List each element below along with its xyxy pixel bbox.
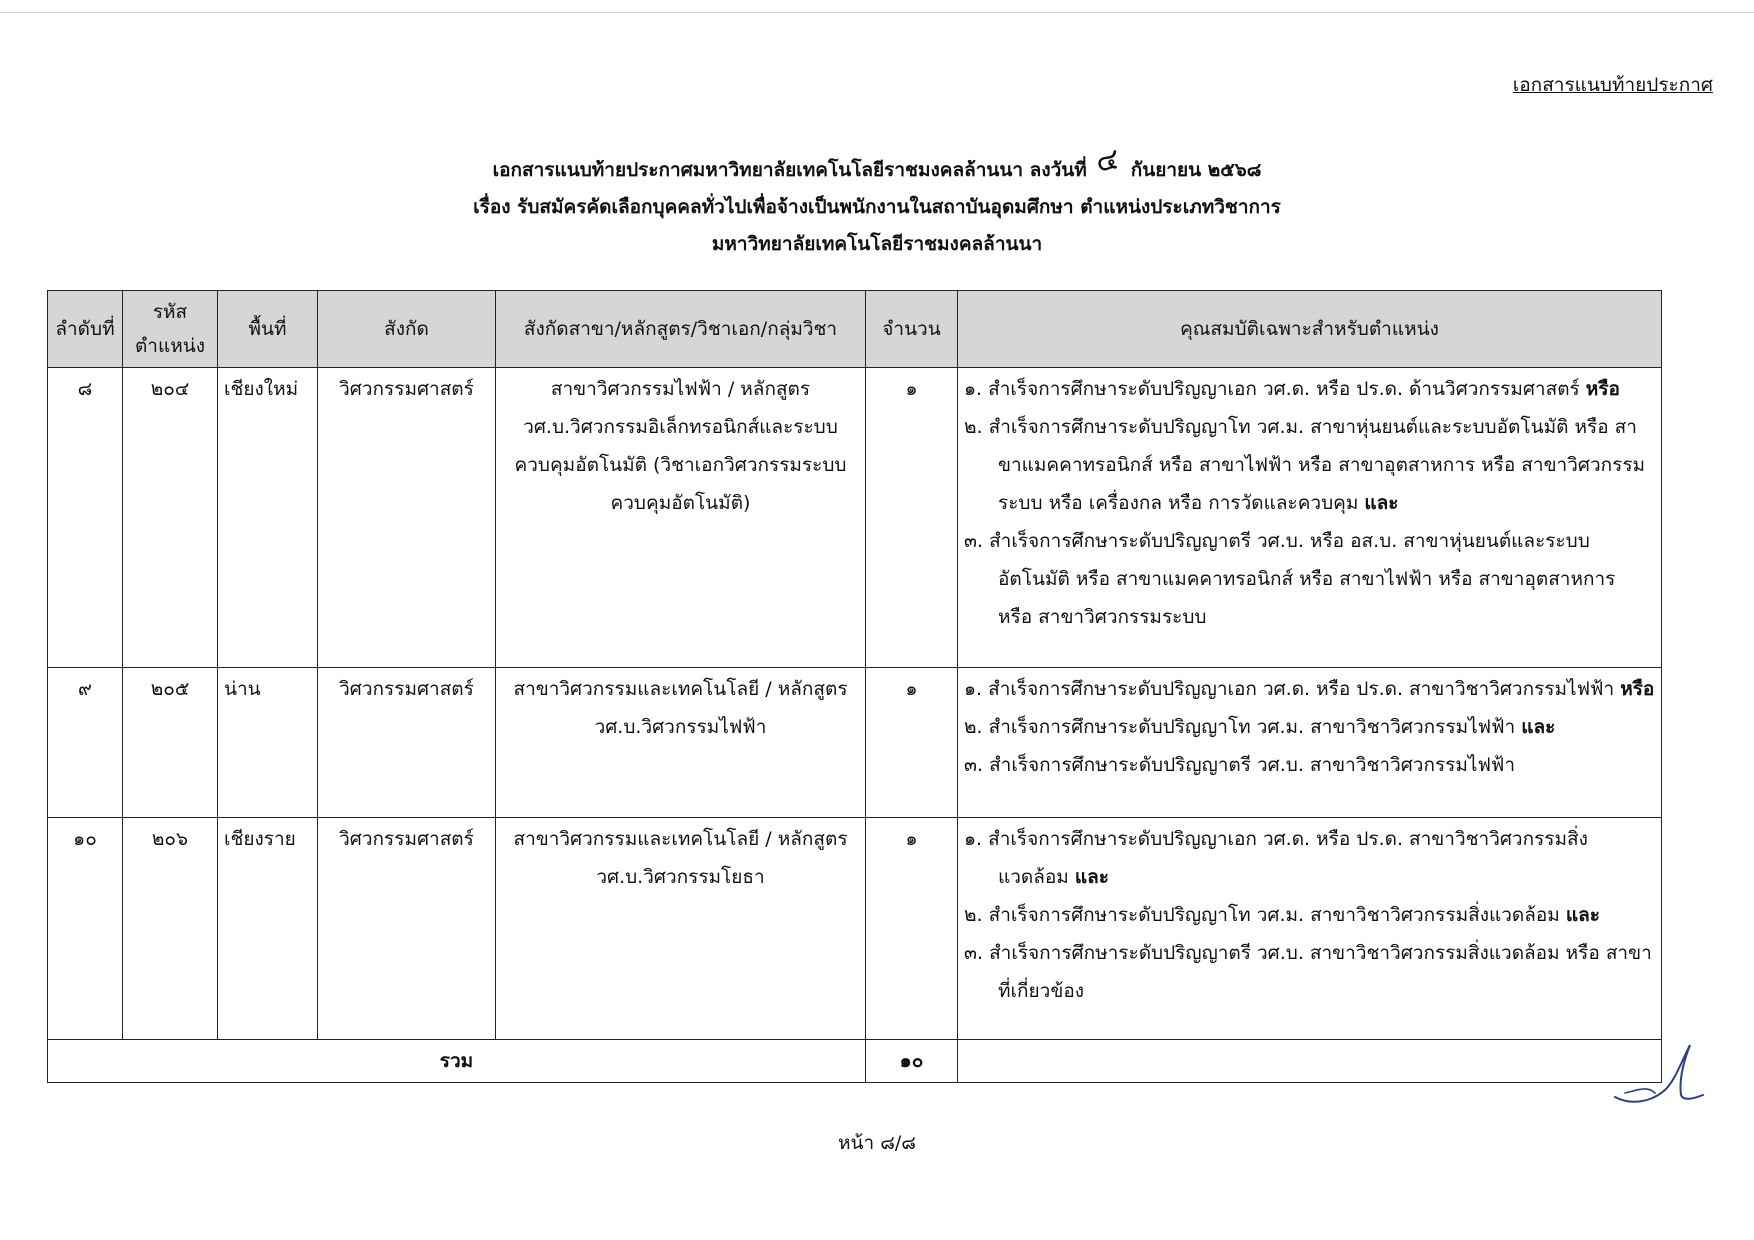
qualification-text: ๓. สำเร็จการศึกษาระดับปริญญาตรี วศ.บ. หรือ อส.บ. สาขาหุ่นยนต์และระบบอัตโนมัติ หรือ สาขาแมคคาทรอนิกส์ หรือ สาขาไฟฟ้า หรือ สาขาอุตสาหการ หรือ สาขาวิศวกรรมระบบ — [964, 530, 1616, 628]
cell-area: เชียงใหม่ — [218, 368, 318, 668]
total-label: รวม — [48, 1040, 866, 1083]
qualification-item — [964, 408, 1655, 522]
qualification-item — [964, 820, 1655, 896]
cell-faculty: วิศวกรรมศาสตร์ — [318, 368, 496, 668]
qualification-conjunction: และ — [1565, 904, 1600, 926]
cell-order: ๘ — [48, 368, 123, 668]
qualification-list — [964, 370, 1655, 636]
qualification-text: ๓. สำเร็จการศึกษาระดับปริญญาตรี วศ.บ. สาขาวิชาวิศวกรรมไฟฟ้า — [964, 754, 1516, 776]
cell-program: สาขาวิศวกรรมและเทคโนโลยี / หลักสูตร วศ.บ.วิศวกรรมโยธา — [496, 818, 866, 1040]
qualification-text: ๑. สำเร็จการศึกษาระดับปริญญาเอก วศ.ด. หรือ ปร.ด. ด้านวิศวกรรมศาสตร์ — [964, 378, 1580, 400]
qualification-item — [964, 670, 1655, 708]
qualification-text: ๑. สำเร็จการศึกษาระดับปริญญาเอก วศ.ด. หรือ ปร.ด. สาขาวิชาวิศวกรรมสิ่งแวดล้อม — [964, 828, 1588, 888]
cell-area: น่าน — [218, 668, 318, 818]
col-header-order: ลำดับที่ — [48, 291, 123, 368]
col-header-quantity: จำนวน — [866, 291, 958, 368]
table-row — [48, 368, 1662, 668]
cell-program: สาขาวิศวกรรมไฟฟ้า / หลักสูตร วศ.บ.วิศวกรรมอิเล็กทรอนิกส์และระบบควบคุมอัตโนมัติ (วิชาเอกวิศวกรรมระบบควบคุมอัตโนมัติ) — [496, 368, 866, 668]
qualification-conjunction: และ — [1521, 716, 1556, 738]
qualification-text: ๒. สำเร็จการศึกษาระดับปริญญาโท วศ.ม. สาขาหุ่นยนต์และระบบอัตโนมัติ หรือ สาขาแมคคาทรอนิกส์ หรือ สาขาไฟฟ้า หรือ สาขาอุตสาหการ หรือ สาขาวิศวกรรมระบบ หรือ เครื่องกล หรือ การวัดและควบคุม — [964, 416, 1646, 514]
cell-code: ๒๐๔ — [123, 368, 218, 668]
qualification-item — [964, 896, 1655, 934]
qualification-item — [964, 370, 1655, 408]
qualification-conjunction: และ — [1074, 866, 1109, 888]
cell-quantity: ๑ — [866, 818, 958, 1040]
header-date-suffix: กันยายน ๒๕๖๘ — [1130, 159, 1262, 181]
handwritten-day: ๔ — [1094, 141, 1122, 180]
cell-code: ๒๐๕ — [123, 668, 218, 818]
col-header-faculty: สังกัด — [318, 291, 496, 368]
col-header-qualifications: คุณสมบัติเฉพาะสำหรับตำแหน่ง — [958, 291, 1662, 368]
qualification-item — [964, 708, 1655, 746]
qualification-text: ๒. สำเร็จการศึกษาระดับปริญญาโท วศ.ม. สาขาวิชาวิศวกรรมไฟฟ้า — [964, 716, 1516, 738]
cell-order: ๙ — [48, 668, 123, 818]
cell-area: เชียงราย — [218, 818, 318, 1040]
qualification-text: ๑. สำเร็จการศึกษาระดับปริญญาเอก วศ.ด. หรือ ปร.ด. สาขาวิชาวิศวกรรมไฟฟ้า — [964, 678, 1615, 700]
positions-table — [47, 290, 1662, 1083]
qualification-conjunction: และ — [1364, 492, 1399, 514]
table-total-row — [48, 1040, 1662, 1083]
header-line-3: มหาวิทยาลัยเทคโนโลยีราชมงคลล้านนา — [711, 233, 1043, 255]
cell-quantity: ๑ — [866, 668, 958, 818]
header-date-prefix: เอกสารแนบท้ายประกาศมหาวิทยาลัยเทคโนโลยีราชมงคลล้านนา ลงวันที่ — [492, 159, 1087, 181]
document-header — [0, 141, 1754, 263]
scan-edge-line — [0, 12, 1754, 13]
page-number: หน้า ๘/๘ — [838, 1132, 916, 1154]
col-header-program: สังกัดสาขา/หลักสูตร/วิชาเอก/กลุ่มวิชา — [496, 291, 866, 368]
qualification-text: ๒. สำเร็จการศึกษาระดับปริญญาโท วศ.ม. สาขาวิชาวิศวกรรมสิ่งแวดล้อม — [964, 904, 1560, 926]
cell-code: ๒๐๖ — [123, 818, 218, 1040]
header-line-2: เรื่อง รับสมัครคัดเลือกบุคคลทั่วไปเพื่อจ้างเป็นพนักงานในสถาบันอุดมศึกษา ตำแหน่งประเภทวิชาการ — [473, 196, 1281, 218]
cell-qualifications — [958, 368, 1662, 668]
total-empty-cell — [958, 1040, 1662, 1083]
header-line-1 — [0, 141, 1754, 189]
total-quantity: ๑๐ — [866, 1040, 958, 1083]
qualification-item — [964, 934, 1655, 1010]
qualification-text: ๓. สำเร็จการศึกษาระดับปริญญาตรี วศ.บ. สาขาวิชาวิศวกรรมสิ่งแวดล้อม หรือ สาขาที่เกี่ยวข้อง — [964, 942, 1652, 1002]
col-header-code: รหัสตำแหน่ง — [123, 291, 218, 368]
col-header-area: พื้นที่ — [218, 291, 318, 368]
cell-order: ๑๐ — [48, 818, 123, 1040]
qualification-conjunction: หรือ — [1620, 678, 1655, 700]
qualification-list — [964, 820, 1655, 1010]
annex-label: เอกสารแนบท้ายประกาศ — [1512, 74, 1713, 96]
table-row — [48, 818, 1662, 1040]
signature-mark — [1595, 1035, 1705, 1115]
qualification-item — [964, 746, 1655, 784]
table-header-row — [48, 291, 1662, 368]
qualification-list — [964, 670, 1655, 784]
cell-faculty: วิศวกรรมศาสตร์ — [318, 818, 496, 1040]
qualification-conjunction: หรือ — [1585, 378, 1620, 400]
table-row — [48, 668, 1662, 818]
cell-faculty: วิศวกรรมศาสตร์ — [318, 668, 496, 818]
cell-program: สาขาวิศวกรรมและเทคโนโลยี / หลักสูตร วศ.บ.วิศวกรรมไฟฟ้า — [496, 668, 866, 818]
qualification-item — [964, 522, 1655, 636]
cell-qualifications — [958, 668, 1662, 818]
cell-qualifications — [958, 818, 1662, 1040]
cell-quantity: ๑ — [866, 368, 958, 668]
